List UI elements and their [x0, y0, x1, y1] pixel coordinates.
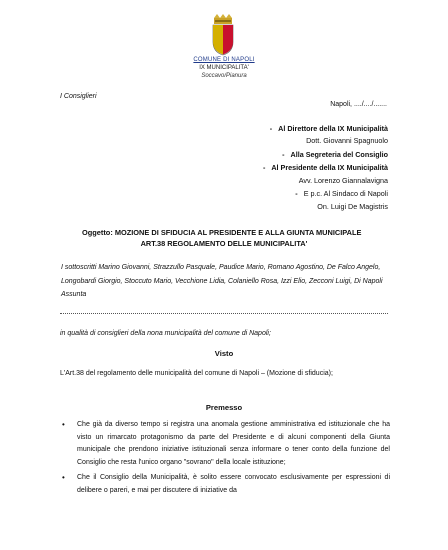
bullet-icon: •	[62, 420, 65, 429]
list-item: • Che già da diverso tempo si registra una anomala gestione amministrativa ed istituzionale che ha visto un rimarcato protagonismo da parte del Presidente e di alcuni componenti della Giunta municipale che prendono iniziative istituzionali senza informare o tener conto della funzione del Consiglio che resta l'unico organo "sovrano" della locale istituzione;	[62, 420, 390, 466]
recipient-line: - E p.c. Al Sindaco di Napoli	[295, 189, 388, 198]
capacity-statement: in qualità di consiglieri della nona municipalità del comune di Napoli;	[60, 330, 271, 337]
recipient-line: On. Luigi De Magistris	[317, 202, 388, 211]
section-heading-premesso: Premesso	[205, 403, 243, 412]
subject-line: ART.38 REGOLAMENTO DELLE MUNICIPALITA'	[140, 239, 308, 248]
list-item: • Che il Consiglio della Municipalità, è solito essere convocato esclusivamente per espressioni di delibere o pareri, e mai per discutere di iniziative da	[62, 473, 390, 494]
section-heading-visto: Visto	[214, 349, 234, 358]
recipient-line: - Alla Segreteria del Consiglio	[282, 150, 388, 159]
municipalita-place: Soccavo/Pianura	[201, 73, 247, 79]
date-line: Napoli, ..../..../.......	[330, 101, 387, 108]
subject-line: Oggetto: MOZIONE DI SFIDUCIA AL PRESIDENTE E ALLA GIUNTA MUNICIPALE	[82, 228, 362, 237]
visto-paragraph: L'Art.38 del regolamento delle municipalità del comune di Napoli – (Mozione di sfiducia);	[60, 370, 333, 377]
premesso-list	[60, 419, 390, 500]
dotted-divider	[60, 313, 388, 314]
municipalita-name: IX MUNICIPALITA'	[199, 65, 249, 71]
comune-di-napoli-crest-icon	[208, 14, 238, 56]
sender: I Consiglieri	[60, 93, 97, 100]
recipient-line: - Al Direttore della IX Municipalità	[269, 124, 388, 133]
signers-paragraph: I sottoscritti Marino Giovanni, Strazzullo Pasquale, Paudice Mario, Romano Agostino, De Falco Angelo, Longobardi Giorgio, Stoccuto Mario, Vecchione Lidia, Colaniello Rosa, Izzi Elio, Zecconi Luigi, Di Napoli Assunta	[61, 264, 383, 298]
recipient-line: - Al Presidente della IX Municipalità	[262, 163, 388, 172]
bullet-icon: •	[62, 473, 65, 482]
recipient-line: Dott. Giovanni Spagnuolo	[306, 136, 388, 145]
comune-name: COMUNE DI NAPOLI	[193, 57, 255, 63]
recipient-line: Avv. Lorenzo Giannalavigna	[298, 176, 388, 185]
